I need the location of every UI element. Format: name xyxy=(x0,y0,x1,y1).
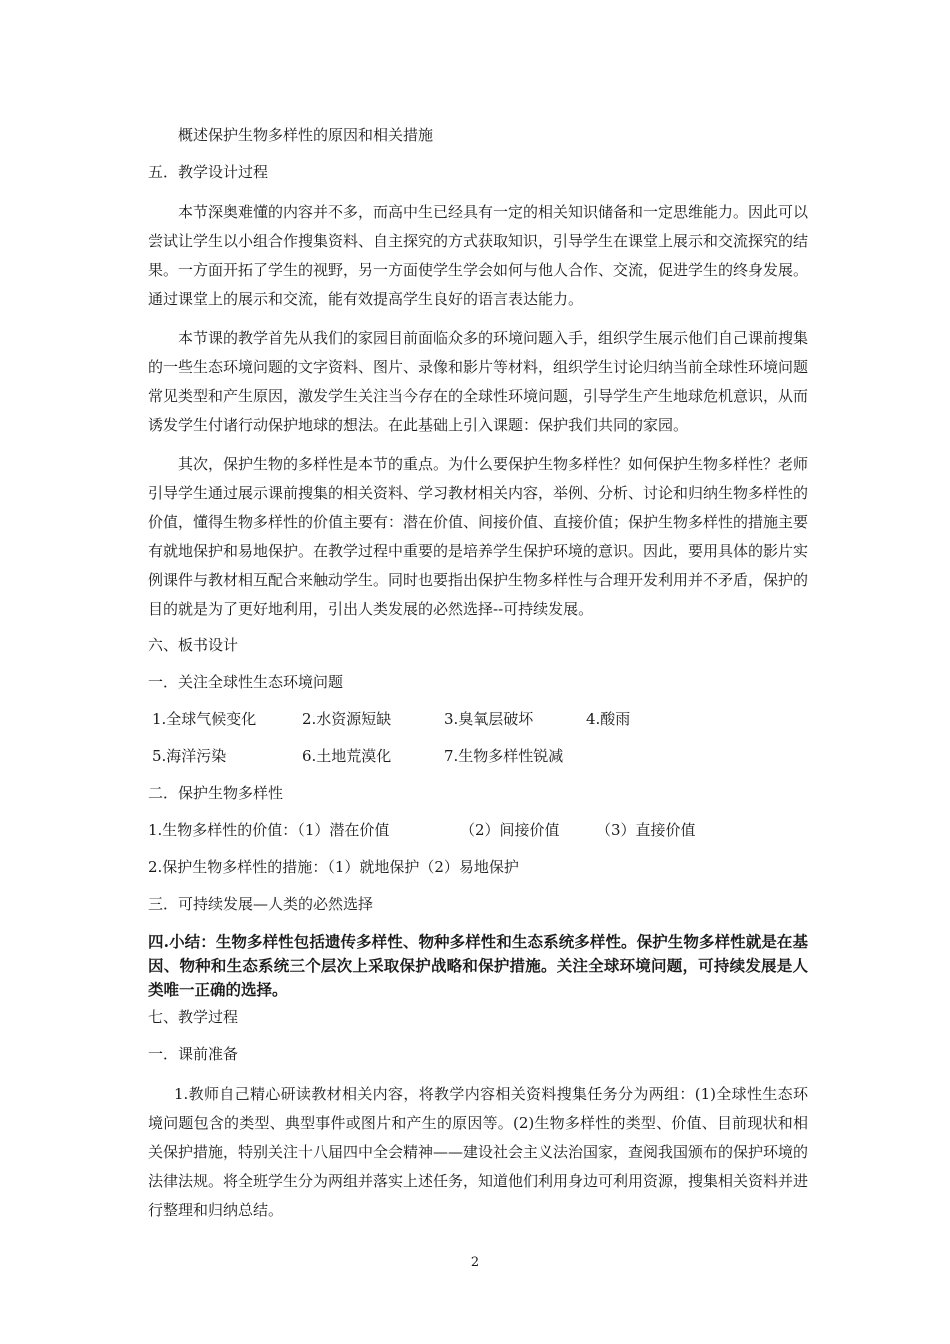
section-heading-7: 七、教学过程 xyxy=(148,1008,239,1026)
values-row xyxy=(148,819,808,841)
value-item: 1.生物多样性的价值：（1）潜在价值 xyxy=(148,821,390,839)
issue-item: 4.酸雨 xyxy=(586,710,631,728)
objective-line: 概述保护生物多样性的原因和相关措施 xyxy=(178,126,434,144)
issue-item: 1.全球气候变化 xyxy=(152,710,257,728)
value-item: （2）间接价值 xyxy=(460,821,560,839)
paragraph: 本节深奥难懂的内容并不多，而高中生已经具有一定的相关知识储备和一定思维能力。因此可以尝试让学生以小组合作搜集资料、自主探究的方式获取知识，引导学生在课堂上展示和交流探究的结果。一方面开拓了学生的视野，另一方面使学生学会如何与他人合作、交流，促进学生的终身发展。通过课堂上的展示和交流，能有效提高学生良好的语言表达能力。 xyxy=(148,203,809,308)
section-heading-5: 五．教学设计过程 xyxy=(148,163,269,181)
section-heading-6: 六、板书设计 xyxy=(148,636,239,654)
measures-line: 2.保护生物多样性的措施：（1）就地保护（2）易地保护 xyxy=(148,858,519,876)
prep-heading: 一．课前准备 xyxy=(148,1045,239,1063)
board-heading-3: 三．可持续发展—人类的必然选择 xyxy=(148,895,374,913)
issues-row xyxy=(148,745,808,767)
paragraph: 本节课的教学首先从我们的家园目前面临众多的环境问题入手，组织学生展示他们自己课前搜集的一些生态环境问题的文字资料、图片、录像和影片等材料，组织学生讨论归纳当前全球性环境问题常见类型和产生原因，激发学生关注当今存在的全球性环境问题，引导学生产生地球危机意识，从而诱发学生付诸行动保护地球的想法。在此基础上引入课题：保护我们共同的家园。 xyxy=(148,329,809,434)
summary-paragraph: 四.小结：生物多样性包括遗传多样性、物种多样性和生态系统多样性。保护生物多样性就是在基因、物种和生态系统三个层次上采取保护战略和保护措施。关注全球环境问题，可持续发展是人类唯一正确的选择。 xyxy=(148,932,808,999)
page-number: 2 xyxy=(470,1255,480,1270)
paragraph: 其次，保护生物的多样性是本节的重点。为什么要保护生物多样性？如何保护生物多样性？老师引导学生通过展示课前搜集的相关资料、学习教材相关内容，举例、分析、讨论和归纳生物多样性的价值，懂得生物多样性的价值主要有：潜在价值、间接价值、直接价值；保护生物多样性的措施主要有就地保护和易地保护。在教学过程中重要的是培养学生保护环境的意识。因此，要用具体的影片实例课件与教材相互配合来触动学生。同时也要指出保护生物多样性与合理开发利用并不矛盾，保护的目的就是为了更好地利用，引出人类发展的必然选择--可持续发展。 xyxy=(148,455,809,618)
issue-item: 2.水资源短缺 xyxy=(302,710,392,728)
value-item: （3）直接价值 xyxy=(596,821,696,839)
issues-row xyxy=(148,708,808,730)
board-heading-2: 二．保护生物多样性 xyxy=(148,784,284,802)
issue-item: 7.生物多样性锐减 xyxy=(444,747,564,765)
paragraph: 1.教师自己精心研读教材相关内容，将教学内容相关资料搜集任务分为两组：(1)全球性生态环境问题包含的类型、典型事件或图片和产生的原因等。(2)生物多样性的类型、价值、目前现状和相关保护措施，特别关注十八届四中全会精神——建设社会主义法治国家，查阅我国颁布的保护环境的法律法规。将全班学生分为两组并落实上述任务，知道他们利用身边可利用资源，搜集相关资料并进行整理和归纳总结。 xyxy=(148,1085,809,1219)
issue-item: 5.海洋污染 xyxy=(152,747,227,765)
issue-item: 3.臭氧层破坏 xyxy=(444,710,534,728)
page-content xyxy=(148,124,808,1235)
board-heading-1: 一．关注全球性生态环境问题 xyxy=(148,673,344,691)
issue-item: 6.土地荒漠化 xyxy=(302,747,392,765)
